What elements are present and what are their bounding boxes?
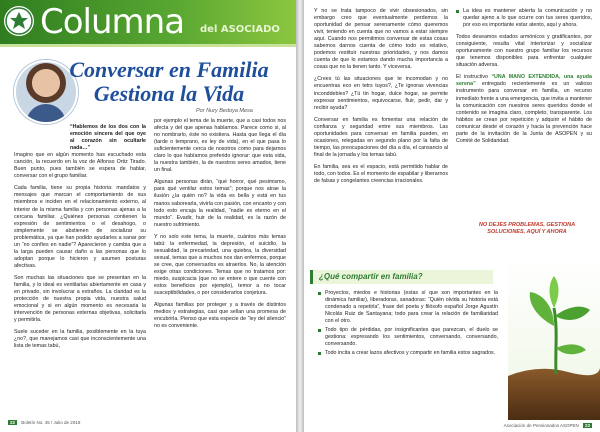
paragraph: por ejemplo el tema de la muerte, que a casi todos nos afecta y del que apenas hablamos. Parece como si, al no nombrarlo, éste no existiera. Hasta que llega el día (tarde o temprano, es ley de vida), en el que pasa lo suficientemente cerca de nosotros como para dejarnos claro lo que habíamos preferido ignorar: que esta vida, la nuestra también, la de nuestros seres amados, tiene un final. bbox=[154, 118, 286, 174]
section-title: ¿Qué compartir en familia? bbox=[319, 272, 423, 281]
left-footer bbox=[8, 420, 288, 428]
banner-subtitle: del ASOCIADO bbox=[200, 24, 280, 35]
list-item: La idea es mantener abierta la comunicación y no quedar ajeno a lo que ocurre con tus seres queridos, por eso es importante estar atento, aquí y ahora. bbox=[456, 8, 592, 29]
left-column-1 bbox=[14, 124, 146, 355]
paragraph: Cada familia, tiene su propia historia: mandatos y mensajes que marcan el comportamiento de sus miembros e inciden en el relacionamiento externo, al interior de la misma familia y con personas ajenas a la cercana familiar. ¿Quiénes personas contienen la expresión de sentimientos o el desahogo, o simplemente se abstienen de socializar su problemática, ya que han podido ayudarles a sanar por un “no confíes en nadie”? Aparecieron y cambia que a la larga pueden causar daño a las personas que lo adoptan porque lo hicieron y asumen posturas afectivas. bbox=[14, 185, 146, 269]
paragraph bbox=[456, 74, 592, 144]
right-column-1 bbox=[314, 8, 448, 190]
paragraph: Algunas familias por proteger y a través de distintos medios y estrategias, casi que sellan una promesa de encubrirla. Pienso que esta especie de “ley del silencio” no es conveniente. bbox=[154, 302, 286, 330]
footer-text: Asociación de Pensionados ASOPEN bbox=[503, 423, 579, 428]
right-footer bbox=[504, 423, 592, 428]
intro-bullet bbox=[456, 8, 592, 29]
list-item: Todo incita a crear lazos afectivos y compartir en familia estos sagrados. bbox=[318, 350, 498, 357]
article-author: Por Nury Bedoya Mesa bbox=[196, 108, 253, 114]
left-page bbox=[0, 0, 296, 432]
list-item: Proyectos, miedos e historias (estas sí que son importantes en la dinámica familiar), liberadoras, sanadoras: “Quién olvida su historia está condenado a repetirla”, frase del poeta y filósofo español Jorge Agustín Nicolás Ruiz de Santayana; todo para crear la relación de familiaridad con el otro. bbox=[318, 290, 498, 325]
book-spine bbox=[296, 0, 304, 432]
right-column-2 bbox=[456, 8, 592, 150]
paragraph: ¿Crees tú las situaciones que te incomodan y no encuentras eco en tetrs tuyos?, ¿Te ignoras vivencias inconddebles? ¿Tú tin hogar, dulce hogar, se permite expresar sentimientos, equivocarse, fluir, pedir, dar y recibir ayuda? bbox=[314, 76, 448, 111]
list-item: Todo tipo de pérdidas, por insignificantes que parezcan, el duelo se gestiona: expresando los sentimientos, conversando, conversando, conversando. bbox=[318, 327, 498, 348]
callout-line1: NO DEJES PROBLEMAS, GESTIONA bbox=[478, 222, 576, 228]
share-list bbox=[318, 290, 498, 357]
instructive-label: El instructivo bbox=[456, 74, 488, 81]
asopen-logo-icon bbox=[4, 6, 34, 36]
seedling-illustration bbox=[508, 256, 600, 420]
article-title bbox=[50, 58, 288, 106]
paragraph: Todos deseamos estados armónicos y gratificantes, por consiguiente, resulta vital interiorizar y socializar oportunamente con nuestro grupo familiar los recursos que tenemos disponibles para enfrentar cualquier situación adversa. bbox=[456, 34, 592, 69]
paragraph: Conversar en familia es fomentar una relación de confianza y seguridad entre sus miembros. Las oportunidades para conversar en familia pueden, en ocasiones, relegadas en segundo plano por la falta de tiempo, las preocupaciones del día a día, el cansancio al final de la jornada y los temas tabú. bbox=[314, 116, 448, 158]
share-list-column bbox=[318, 290, 498, 359]
paragraph: En familia, sea es el espacio, está permitido hablar de todo, con todos. Es el momento de espabilar y liberarnos de falsas y congelantes creencias irracionales. bbox=[314, 163, 448, 185]
callout-line2: SOLUCIONES, AQUÍ Y AHORA bbox=[487, 229, 567, 235]
page-number: 22 bbox=[10, 420, 16, 425]
banner-divider bbox=[0, 44, 296, 47]
section-heading bbox=[310, 270, 493, 284]
callout-text bbox=[462, 222, 592, 236]
banner-title: Columna bbox=[40, 2, 185, 42]
instructive-text: entregado recientemente es un valioso instrumento para conversar en familia, un recurso inmediato frente a una emergencia, que invita a mantener la comunicación con nuestros seres queridos donde el contenido se imagina claro, completo, transparente. Los hábitos se crean por repetición y adquirir el hábito de comunicar desde el corazón y hacia la prevención hace parte de la invitación de la Junta de ASOPEN y su Comité de Solidaridad. bbox=[456, 81, 592, 144]
page-number: 23 bbox=[584, 423, 590, 428]
left-column-2 bbox=[154, 118, 286, 335]
paragraph: Y no solo este tema, la muerte, cuántos más temas tabú: la enfermedad, la depresión, el suicidio, la sexualidad, la precariedad, una quiebra, la diversidad sexual, temas que a muchos nos dan enfermos, porque se cree, que conversarlos es atraerlos. No, la atención exige otras condiciones. Temas que no tratamos por: miedo, suspicacia (que no se entere o que cuente con estos beneficios por ejemplo), temor a no tocar susceptibilidades, o por considerarlos conjetura. bbox=[154, 233, 286, 297]
paragraph: Imagino que en algún momento has escuchado esta canción, la recuerdo en la voz de Alfonso Ortiz Tirado. Buen punto, pues también se espera de hablar, conversar con el grupo familiar. bbox=[14, 152, 146, 180]
right-page bbox=[304, 0, 600, 432]
instructive-highlight: “UNA MANO EXTENDIDA, una ayuda serena” bbox=[456, 74, 592, 88]
column-banner bbox=[0, 0, 296, 44]
footer-text: Boletín No. 45 / Julio de 2019 bbox=[21, 420, 81, 425]
article-title-line2: Gestiona la Vida bbox=[93, 81, 245, 106]
paragraph: Algunas personas dirán, “qué horror, qué pesimismo, para qué ventilar estos temas”; porque nos atrae la ilusión ¿la quién no? la vida es bella y está en tus manos saborearla, vivirla con pasión, con encanto y con todo esto encaja la realidad, “nadie es eterno en el mundo”. Evadir, huir de la realidad, es la razón de nuestro sufrimiento. bbox=[154, 179, 286, 228]
article-title-line1: Conversar en Familia bbox=[69, 57, 269, 82]
paragraph: Son muchas las situaciones que se presentan en la familia, y lo ideal es ventilarlas abiertamente en casa y en privado, sin involucrar a extraños. La claridad es la protección de nuestra propia vida, nuestra salud emocional y si en algún momento es necesaria la intervención de personas externas objetivas, solicitarla y permitirla. bbox=[14, 274, 146, 324]
paragraph: Y no se trata tampoco de vivir obsesionados, sin embargo creo que eventualmente perdemos la oportunidad de pensar serenamente cómo queremos vivir, teniendo en cuenta que no vamos a estar siempre aquí. Cuando nos permitimos conversar de estas cosas sabemos darnos cuenta de cómo todo es relativo, podemos restituir nuestras prioridades, y nos damos cuenta de que lo estamos dando mucha importancia a cosas que no la tienen tanto. Y viceversa. bbox=[314, 8, 448, 71]
paragraph: Suele suceder en la familia, posiblemente en la tuya ¿no?, que manejamos casi que inconscientemente una lista de temas tabú, bbox=[14, 329, 146, 350]
lead-quote: “Hablemos de los dos con la emoción sincera del que oye al corazón sin ocultarle nada…” bbox=[70, 124, 146, 152]
